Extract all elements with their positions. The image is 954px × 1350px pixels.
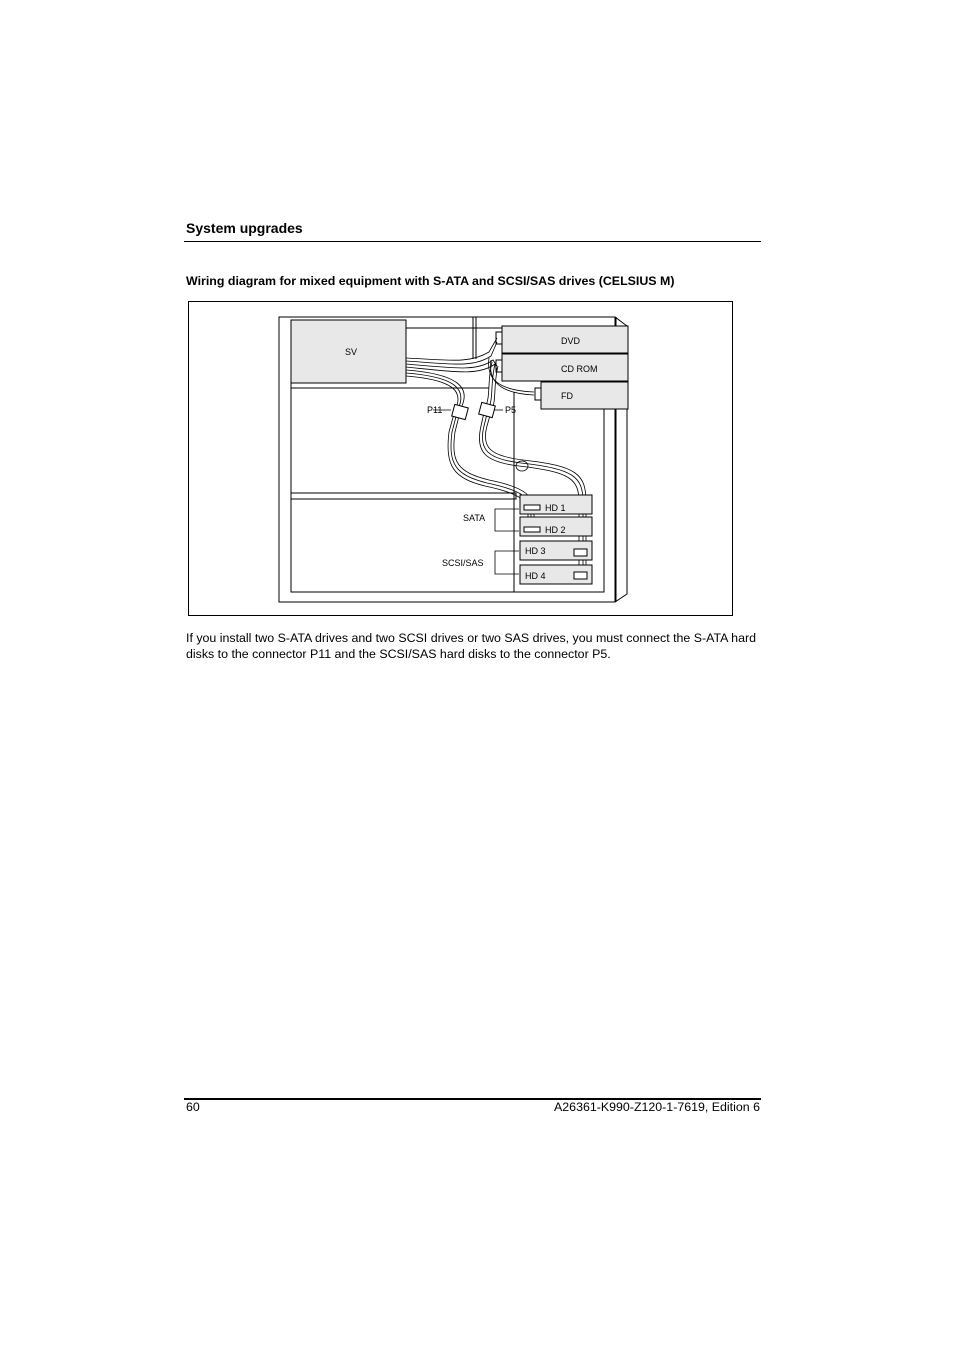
wiring-diagram [189,302,734,617]
power-supply-sv [291,320,406,383]
sata-label: SATA [463,513,486,523]
p5-label: P5 [505,405,517,415]
fd-drive [535,382,628,409]
p11-label: P11 [427,405,443,415]
hd1-label: HD 1 [545,503,566,513]
header-rule [184,241,761,242]
hd3-label: HD 3 [525,546,546,556]
scsi-sas-label: SCSI/SAS [442,558,484,568]
scsi-sas-bracket [495,551,519,574]
cdrom-drive [496,354,628,381]
figure-caption: Wiring diagram for mixed equipment with S-ATA and SCSI/SAS drives (CELSIUS M) [186,274,675,288]
fd-label: FD [561,391,573,401]
body-paragraph: If you install two S-ATA drives and two SCSI drives or two SAS drives, you must connect the S-ATA hard disks to the connector P11 and the SCSI/SAS hard disks to the connector P5. [186,631,756,661]
dvd-label: DVD [561,336,581,346]
section-title: System upgrades [186,220,303,236]
page-number: 60 [186,1100,200,1114]
shelf [291,493,516,499]
hd1-drive [520,495,592,514]
document-id: A26361-K990-Z120-1-7619, Edition 6 [554,1100,760,1114]
sv-label: SV [345,347,358,357]
wiring-diagram-frame [188,301,733,616]
sata-bracket [495,509,519,531]
p5-connector [479,402,516,417]
hd3-drive [520,541,592,560]
cdrom-label: CD ROM [561,364,598,374]
dvd-drive [496,326,628,353]
hd4-drive [520,565,592,584]
hd4-label: HD 4 [525,571,546,581]
p11-cable [406,370,534,528]
hd2-drive [520,517,592,536]
p11-connector [427,404,468,419]
hd2-label: HD 2 [545,525,566,535]
